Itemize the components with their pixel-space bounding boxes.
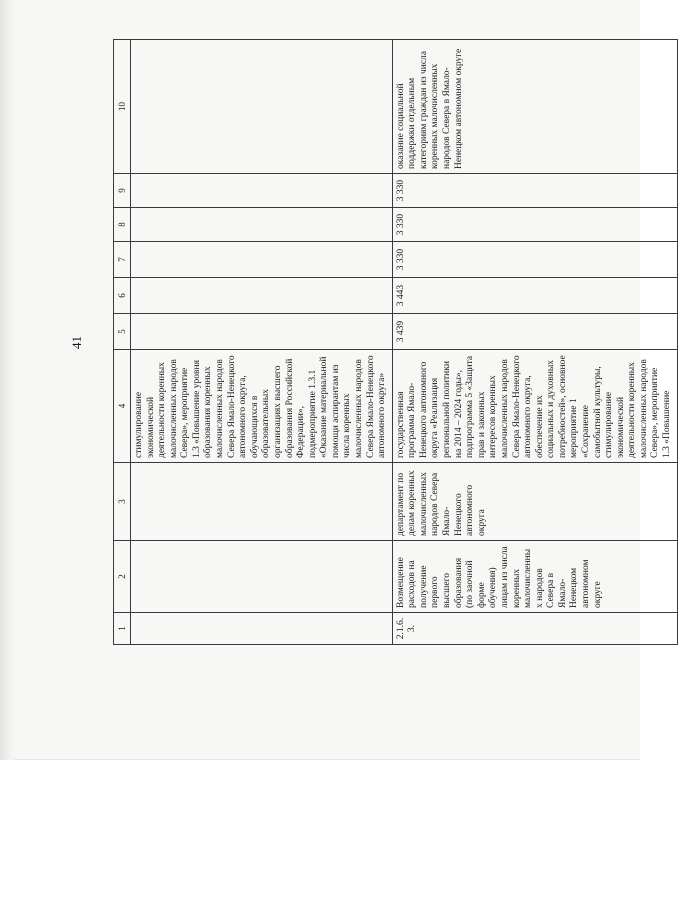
- row-number-cell: 2.1.6.3.: [392, 613, 677, 645]
- header-cell-8: 8: [114, 208, 131, 242]
- value-cell-9: 3 330: [392, 174, 677, 208]
- header-cell-9: 9: [114, 174, 131, 208]
- header-cell-3: 3: [114, 463, 131, 541]
- header-cell-7: 7: [114, 242, 131, 278]
- value-cell-5: [131, 314, 393, 350]
- program-cell: государственная программа Ямало-Ненецкого автономного округа «Реализация региональной политики на 2014 – 2024 годы», подпрограмма 5 «Защита прав и законных интересов коренных малочисленных народов Севера Ямало-Ненецкого автономного округа, обеспечение их социальных и духовных потребностей», основное мероприятие 1 «Сохранение самобытной культуры, стимулирование экономической деятельности коренных малочисленных народов Севера», мероприятие 1.3 «Повышение: [392, 350, 677, 463]
- executor-cell: [131, 463, 393, 541]
- activity-name-cell: Возмещение расходов на получение первого высшего образования (по заочной форме обучения) лицам из числа коренных малочисленных народов Севера в Ямало-Ненецком автономном округе: [392, 541, 677, 613]
- value-cell-6: 3 443: [392, 278, 677, 314]
- value-cell-7: [131, 242, 393, 278]
- rotated-page-content: [69, 40, 673, 645]
- executor-cell: департамент по делам коренных малочисленных народов Севера Ямало-Ненецкого автономного округа: [392, 463, 677, 541]
- header-cell-1: 1: [114, 613, 131, 645]
- program-cell: стимулирование экономической деятельности коренных малочисленных народов Севера», мероприятие 1.3 «Повышение уровня образования коренных малочисленных народов Севера Ямало-Ненецкого автономного округа, обучающихся в образовательных организациях высшего образования Российской Федерации», подмероприятие 1.3.1 «Оказание материальной помощи аспирантам из числа коренных малочисленных народов Севера Ямало-Ненецкого автономного округа»: [131, 350, 393, 463]
- value-cell-8: [131, 208, 393, 242]
- result-cell: оказание социальной поддержки отдельным категориям граждан из числа коренных малочисленных народов Севера в Ямало-Ненецком автономном округе: [392, 40, 677, 174]
- header-cell-2: 2: [114, 541, 131, 613]
- value-cell-9: [131, 174, 393, 208]
- value-cell-5: 3 439: [392, 314, 677, 350]
- value-cell-6: [131, 278, 393, 314]
- table-row: [392, 40, 677, 645]
- scan-shadow-edge: [0, 0, 14, 760]
- result-cell: [131, 40, 393, 174]
- value-cell-7: 3 330: [392, 242, 677, 278]
- table-header-row: [114, 40, 131, 645]
- row-number-cell: [131, 613, 393, 645]
- activity-name-cell: [131, 541, 393, 613]
- program-table: [113, 39, 678, 645]
- header-cell-4: 4: [114, 350, 131, 463]
- value-cell-8: 3 330: [392, 208, 677, 242]
- header-cell-6: 6: [114, 278, 131, 314]
- header-cell-5: 5: [114, 314, 131, 350]
- page-number: 41: [69, 336, 84, 349]
- header-cell-10: 10: [114, 40, 131, 174]
- table-row: [131, 40, 393, 645]
